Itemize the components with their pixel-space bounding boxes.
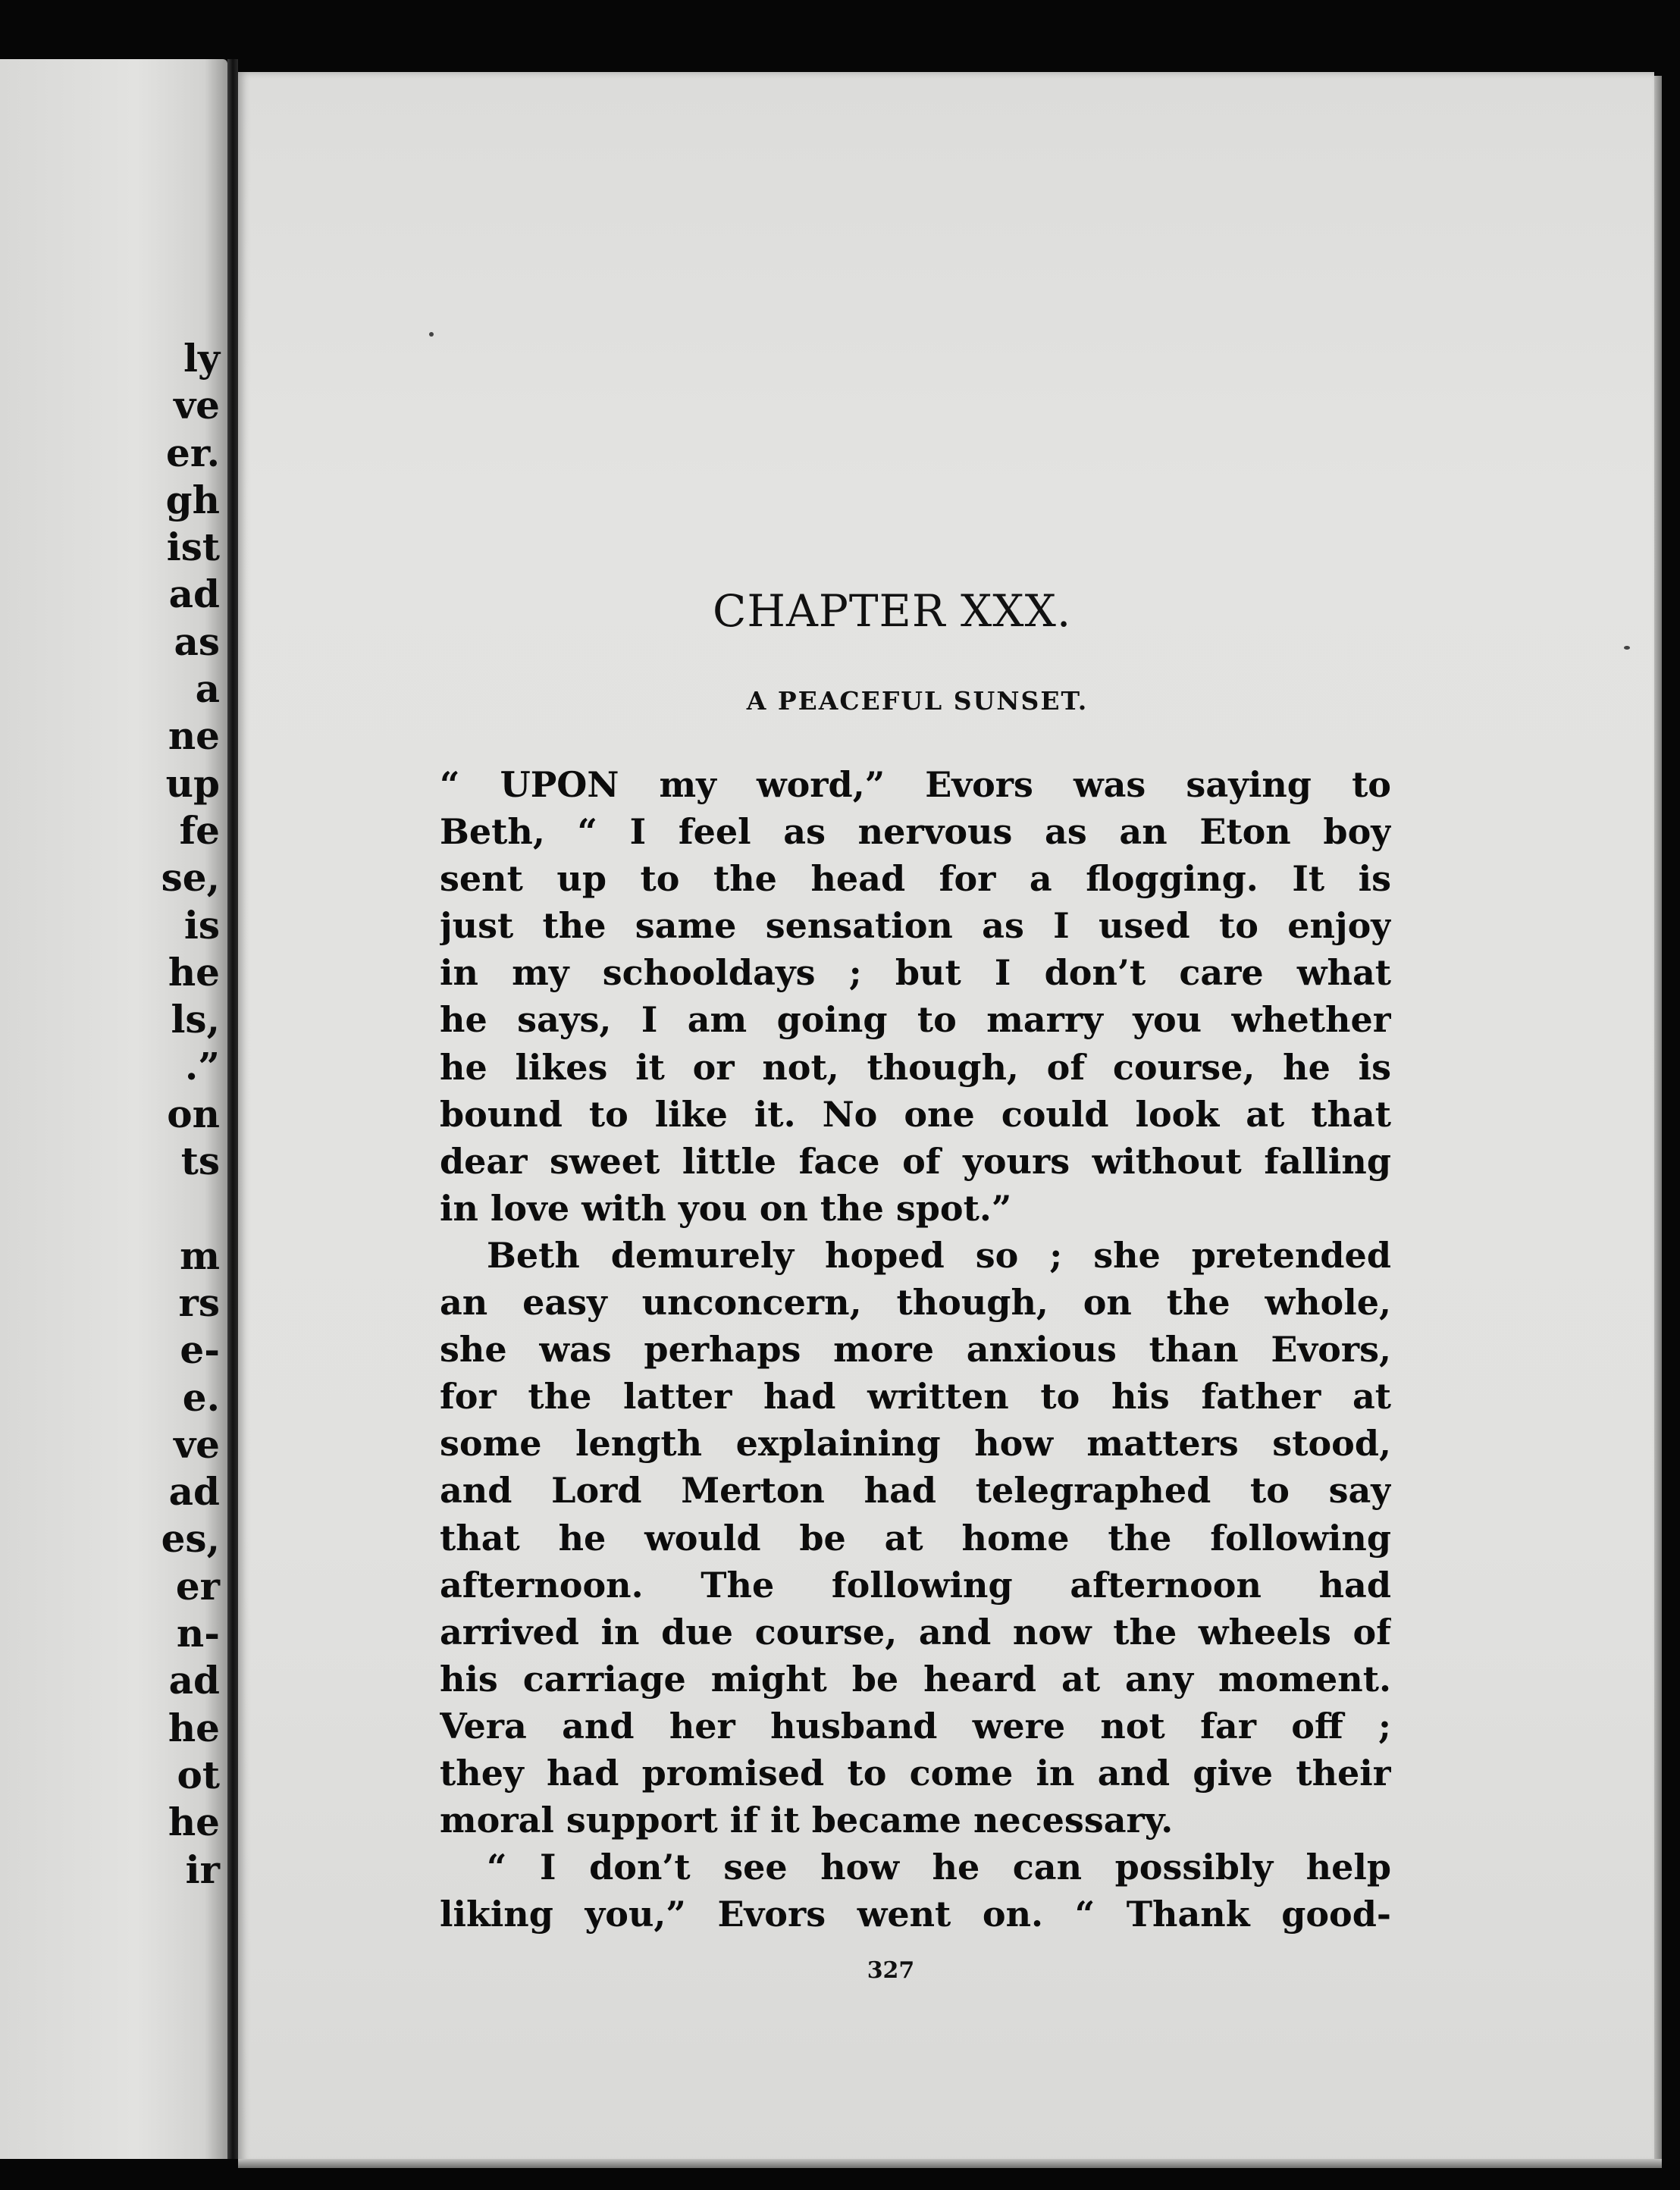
left-line: he <box>168 949 220 995</box>
text-line: dear sweet little face of yours without falling <box>440 1140 1391 1182</box>
left-line: e- <box>180 1327 220 1373</box>
left-line: m <box>180 1233 220 1278</box>
left-line: er <box>175 1563 220 1609</box>
left-line: as <box>174 619 220 664</box>
text-line: that he would be at home the following <box>440 1517 1391 1559</box>
text-line: arrived in due course, and now the wheels of <box>440 1611 1391 1653</box>
left-line: ls, <box>171 997 220 1042</box>
text-line: bound to like it. No one could look at that <box>440 1093 1391 1135</box>
left-line: is <box>183 902 220 948</box>
text-line: his carriage might be heard at any moment. <box>440 1658 1391 1700</box>
left-line: se, <box>161 855 220 901</box>
left-line: ad <box>168 1469 220 1515</box>
paper-speck <box>429 332 434 337</box>
text-line: just the same sensation as I used to enjoy <box>440 905 1391 947</box>
text-line: for the latter had written to his father at <box>440 1376 1391 1418</box>
text-line: and Lord Merton had telegraphed to say <box>440 1470 1391 1512</box>
left-line: up <box>165 760 220 806</box>
left-line: .” <box>184 1044 220 1089</box>
left-line: a <box>195 666 220 712</box>
chapter-subtitle: A PEACEFUL SUNSET. <box>746 686 1089 716</box>
left-line: he <box>168 1705 220 1750</box>
page-bottom-edge <box>238 2159 1662 2168</box>
left-line: es, <box>161 1516 220 1562</box>
left-line: ist <box>166 525 220 570</box>
text-line: “ I don’t see how he can possibly help <box>487 1847 1391 1888</box>
left-line: e. <box>182 1374 220 1420</box>
text-line: she was perhaps more anxious than Evors, <box>440 1329 1391 1371</box>
left-line: ad <box>168 1658 220 1703</box>
text-line: Vera and her husband were not far off ; <box>440 1705 1391 1747</box>
text-line: they had promised to come in and give their <box>440 1752 1391 1794</box>
text-line: Beth, “ I feel as nervous as an Eton boy <box>440 811 1391 853</box>
left-line: ne <box>168 713 220 759</box>
text-line: an easy unconcern, though, on the whole, <box>440 1282 1391 1324</box>
left-line: ot <box>177 1752 220 1797</box>
text-line: he says, I am going to marry you whether <box>440 999 1391 1041</box>
left-line: rs <box>178 1280 220 1325</box>
left-line: ve <box>174 383 220 428</box>
book-gutter <box>227 59 238 2159</box>
text-line: “ UPON my word,” Evors was saying to <box>440 764 1391 805</box>
text-line: Beth demurely hoped so ; she pretended <box>487 1234 1391 1276</box>
left-line: fe <box>179 807 220 853</box>
text-line: in my schooldays ; but I don’t care what <box>440 952 1391 994</box>
page-number: 327 <box>867 1957 915 1984</box>
paper-speck <box>1624 646 1630 650</box>
left-line: ts <box>180 1139 220 1184</box>
text-line: moral support if it became necessary. <box>440 1800 1174 1841</box>
left-line: he <box>168 1800 220 1845</box>
text-line: he likes it or not, though, of course, he is <box>440 1046 1391 1088</box>
text-line: liking you,” Evors went on. “ Thank good- <box>440 1894 1391 1935</box>
left-line: on <box>167 1091 220 1136</box>
text-line: in love with you on the spot.” <box>440 1187 1012 1229</box>
left-line: gh <box>165 477 220 522</box>
left-page-line-endings <box>114 335 220 1894</box>
left-line: ly <box>183 336 220 381</box>
text-line: afternoon. The following afternoon had <box>440 1564 1391 1606</box>
left-line: er. <box>166 430 220 475</box>
left-line: ve <box>174 1421 220 1467</box>
left-line <box>114 1185 220 1232</box>
text-line: sent up to the head for a flogging. It is <box>440 858 1391 900</box>
left-line: n- <box>176 1611 220 1656</box>
chapter-body-text <box>440 761 1391 1938</box>
page-right-edge <box>1654 76 1662 2160</box>
left-line: ad <box>168 572 220 617</box>
left-facing-page <box>0 59 227 2159</box>
chapter-title: CHAPTER XXX. <box>713 585 1072 637</box>
text-line: some length explaining how matters stood, <box>440 1423 1391 1465</box>
left-line: ir <box>185 1847 220 1892</box>
